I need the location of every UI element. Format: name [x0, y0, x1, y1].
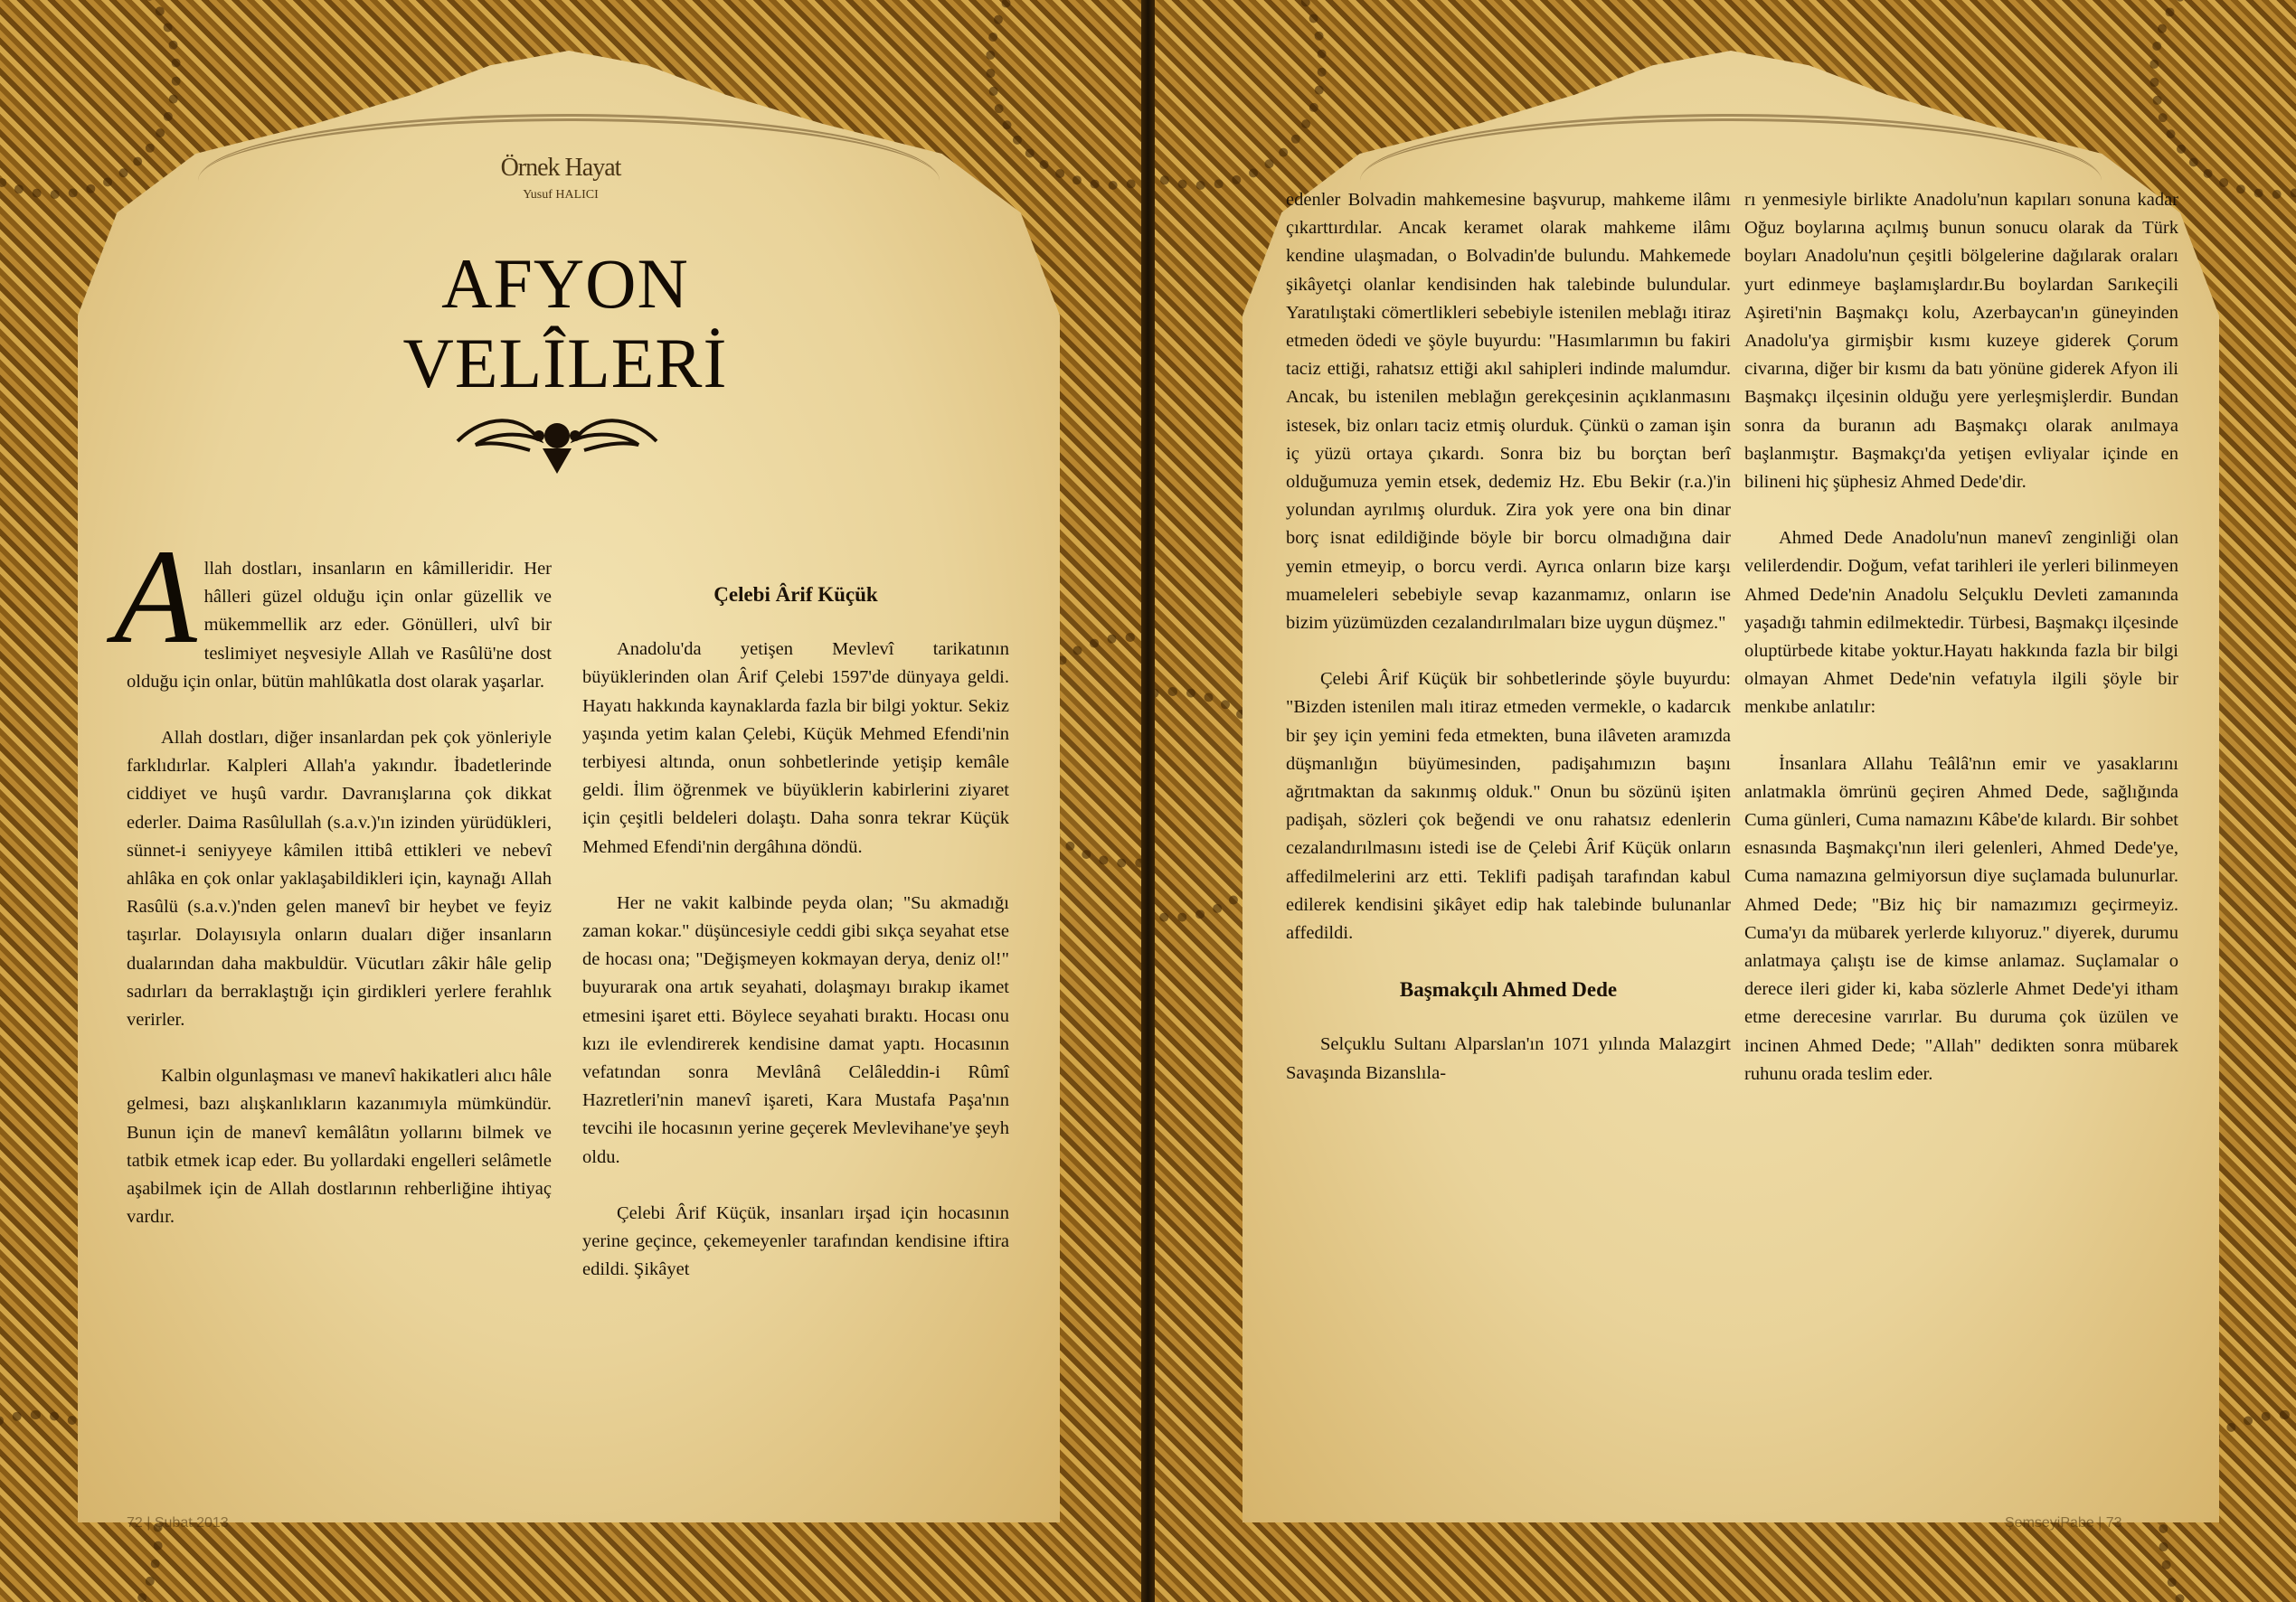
article-title — [380, 244, 751, 403]
ornament — [986, 0, 1141, 190]
left-column-2 — [582, 580, 1009, 1312]
section-heading: Başmakçılı Ahmed Dede — [1399, 978, 1618, 1002]
paragraph: Allah dostları, insanların en kâmilleridir. Her hâlleri güzel olduğu için onlar güzellik ve mükemmellik arz eder. Gönülleri, ulvî bir teslimiyet neşvesiyle Allah ve Rasûlü'ne dost olduğu için onlar, bütün mahlûkatla dost olarak yaşarlar. — [114, 522, 552, 692]
paragraph: Selçuklu Sultanı Alparslan'ın 1071 yılında Malazgirt Savaşında Bizanslıla- — [1286, 1034, 1731, 1083]
left-column-1 — [114, 522, 552, 1259]
paragraph: Çelebi Ârif Küçük, insanları irşad için hocasının yerine geçince, çekemeyenler tarafından kendisine iftira edildi. Şikâyet — [582, 1202, 1009, 1280]
flourish-ornament — [449, 405, 666, 477]
title-line-1: AFYON — [441, 244, 689, 323]
paragraph: Her ne vakit kalbinde peyda olan; "Su akmadığı zaman kokar." düşüncesiyle ceddi gibi sıkça seyahat etse de hocası ona; "Değişmeyen kokmayan derya, deniz ol!" buyurarak ona artık seyahati, dolaşmayı bırakıp ikamet etmesini işaret etti. Böylece seyahati bıraktı. Hocası onu kızı ile evlendirerek kendisine damat yaptı. Hocasının vefatından sonra Mevlânâ Celâleddin-i Rûmî Hazretleri'nin manevî işareti, Kara Mustafa Paşa'nın tevcihi ile hocasının yerine geçerek Mevlevihane'ye şeyh oldu. — [582, 892, 1009, 1167]
paragraph: Anadolu'da yetişen Mevlevî tarikatının büyüklerinden olan Ârif Çelebi 1597'de dünyaya geldi. Hayatı hakkında kaynaklarda fazla bir bilgi yoktur. Sekiz yaşında yetim kalan Çelebi, Küçük Mehmed Efendi'nin terbiyesi altında, onun sohbetlerinde yetişip kemâle geldi. İlim öğrenmek ve büyüklerin kabirlerini ziyaret için çeşitli beldeleri dolaştı. Daha sonra tekrar Küçük Mehmed Efendi'nin dergâhına döndü. — [582, 639, 1009, 857]
section-kicker — [470, 154, 651, 203]
right-column-2 — [1744, 186, 2178, 1117]
ornament — [2150, 0, 2296, 199]
page-footer: ŞemseyiPabe | 73 — [2005, 1515, 2122, 1531]
title-line-2: VELÎLERİ — [402, 324, 728, 402]
page-footer: 72 | Şubat 2013 — [127, 1515, 229, 1531]
ornament — [0, 0, 181, 199]
paragraph: Kalbin olgunlaşması ve manevî hakikatleri alıcı hâle gelmesi, bazı alışkanlıkların kazanımıyla mümkündür. Bunun için de manevî kemâlâtın yollarını bilmek ve tatbik etmek icap eder. Bu yollardaki engelleri selâmetle aşabilmek için de Allah dostlarının rehberliğine ihtiyaç vardır. — [127, 1066, 552, 1228]
ornament — [1155, 0, 1327, 190]
paragraph: edenler Bolvadin mahkemesine başvurup, mahkeme ilâmı çıkarttırdılar. Ancak keramet olarak mahkeme ilâmı kendine ulaşmadan, o Bolvadin'de bulundu. Mahkemede şikâyetçi olanlar kendisinden hak talebinde bulundular. Yaratılıştaki cömertlikleri sebebiyle istenilen meblağı itiraz etmeden ödedi ve şöyle buyurdu: "Hasımlarımın bu fakiri taciz ettiği, rahatsız ettiği akıl sahipleri indinde malumdur. Ancak, bu istenilen meblağın gerekçesinin açıklanmasını istesek, biz onları taciz etmiş olurduk. Çünkü o zaman işin iç yüzü ortaya çıkardı. Sonra biz bu borçtan berî olduğumuza yemin etsek, dedemiz Hz. Ebu Bekir (r.a.)'in yolundan ayrılmış olurduk. Zira yok yere ona bin dinar borç isnat edildiğinde böyle bir borcu olmadığına dair yemin etmeyip, o borcu verdi. Ayrıca onların bize karşı muameleleri sebebiyle sevap kazanmamız, onların ise bizim yüzümüzden cezalandırılmaları bize uygun düşmez." — [1286, 190, 1731, 634]
paragraph: İnsanlara Allahu Teâlâ'nın emir ve yasaklarını anlatmakla ömrünü geçiren Ahmed Dede, sağlığında Cuma günleri, Cuma namazını Kâbe'de kılardı. Bir sohbet esnasında Başmakçı'nın ileri gelenleri, Ahmed Dede'ye, Cuma namazına gelmiyorsun diye suçlamada bulunurlar. Ahmed Dede; "Biz hiç bir namazımızı geçirmeyiz. Cuma'yı da mübarek yerlerde kılıyoruz." diyerek, durumu anlatmaya çalıştı ise de kimse anlamaz. Suçlamalar o derece ileri gider ki, kaba sözlerle Ahmet Dede'yi itham etme derecesine varırlar. Bu duruma çok üzülen ve incinen Ahmed Dede; "Allah" dedikten sonra mübarek ruhunu orada teslim eder. — [1744, 753, 2178, 1084]
paragraph: Çelebi Ârif Küçük bir sohbetlerinde şöyle buyurdu: "Bizden istenilen malı itiraz etmeden vermekle, o kadarcık bir şey için yemini feda etmekten, buna ilâveten aramızda düşmanlığın büyümesinden, padişahımızın başını ağrıtmaktan da sakınmış olduk." Onun bu sözünü işiten padişah, sözleri çok beğendi ve onu rahatsız edenlerin cezalandırılmasını istedi ise de Çelebi Ârif Küçük onların affedilmelerini arz etti. Teklifi padişah tarafından kabul edilerek kendisini şikâyet edip hak talebinde bulunanlar affedildi. — [1286, 669, 1731, 944]
spine-gutter — [1141, 0, 1155, 1602]
section-heading: Çelebi Ârif Küçük — [713, 583, 878, 606]
right-column-1 — [1286, 186, 1731, 1116]
section-label: Örnek Hayat — [500, 154, 621, 182]
drop-cap: A — [114, 522, 197, 672]
right-page — [1155, 0, 2296, 1602]
paragraph: Allah dostları, diğer insanlardan pek çok yönleriyle farklıdırlar. Kalpleri Allah'a yakındır. İbadetlerinde ciddiyet ve huşû vardır. Davranışlarına çok dikkat ederler. Daima Rasûlullah (s.a.v.)'ın izinden yürüdükleri, sünnet-i seniyyeye kâmilen ittibâ ettikleri ve nebevî ahlâka en çok onlar yaklaşabildikleri için, kaynağı Allah Rasûlü (s.a.v.)'nden gelen manevî bir heybet ve feyiz taşırlar. Dolayısıyla onların duaları diğer insanların dualarından daha makbuldür. Vücutları zâkir hâle gelip sadırları da berraklaştığı için girdikleri yerlere ferahlık verirler. — [127, 728, 552, 1031]
left-page — [0, 0, 1141, 1602]
author-name: Yusuf HALICI — [523, 188, 599, 202]
paragraph: Ahmed Dede Anadolu'nun manevî zenginliği olan velilerdendir. Doğum, vefat tarihleri ile yerleri bilinmeyen Ahmed Dede'nin Anadolu Selçuklu Devleti zamanında yaşadığı tahmin edilmektedir. Türbesi, Başmakçı ilçesinde oluptürbede kitabe yoktur.Hayatı hakkında fazla bir bilgi olmayan Ahmet Dede'nin vefatıyla ilgili şöyle bir menkıbe anlatılır: — [1744, 528, 2178, 718]
paragraph: rı yenmesiyle birlikte Anadolu'nun kapıları sonuna kadar Oğuz boylarına açılmış bunun sonucu olarak da Türk boyları Anadolu'nun çeşitli bölgelerine dağılarak oraları yurt edinmeye başlamışlardır.Bu boylardan Sarıkeçili Aşireti'nin Başmakçı kolu, Azerbaycan'ın güneyinden Anadolu'ya girmişbir kısmı kuzeye giderek Çorum civarına, diğer bir kısmı da batı yönüne giderek Afyon ili Başmakçı ilçesinin olduğu yere yerleşmişlerdir. Bundan sonra da buranın adı Başmakçı olarak anılmaya başlanmıştır. Başmakçı'da yetişen evliyalar içinde en bilineni hiç şüphesiz Ahmed Dede'dir. — [1744, 190, 2178, 493]
